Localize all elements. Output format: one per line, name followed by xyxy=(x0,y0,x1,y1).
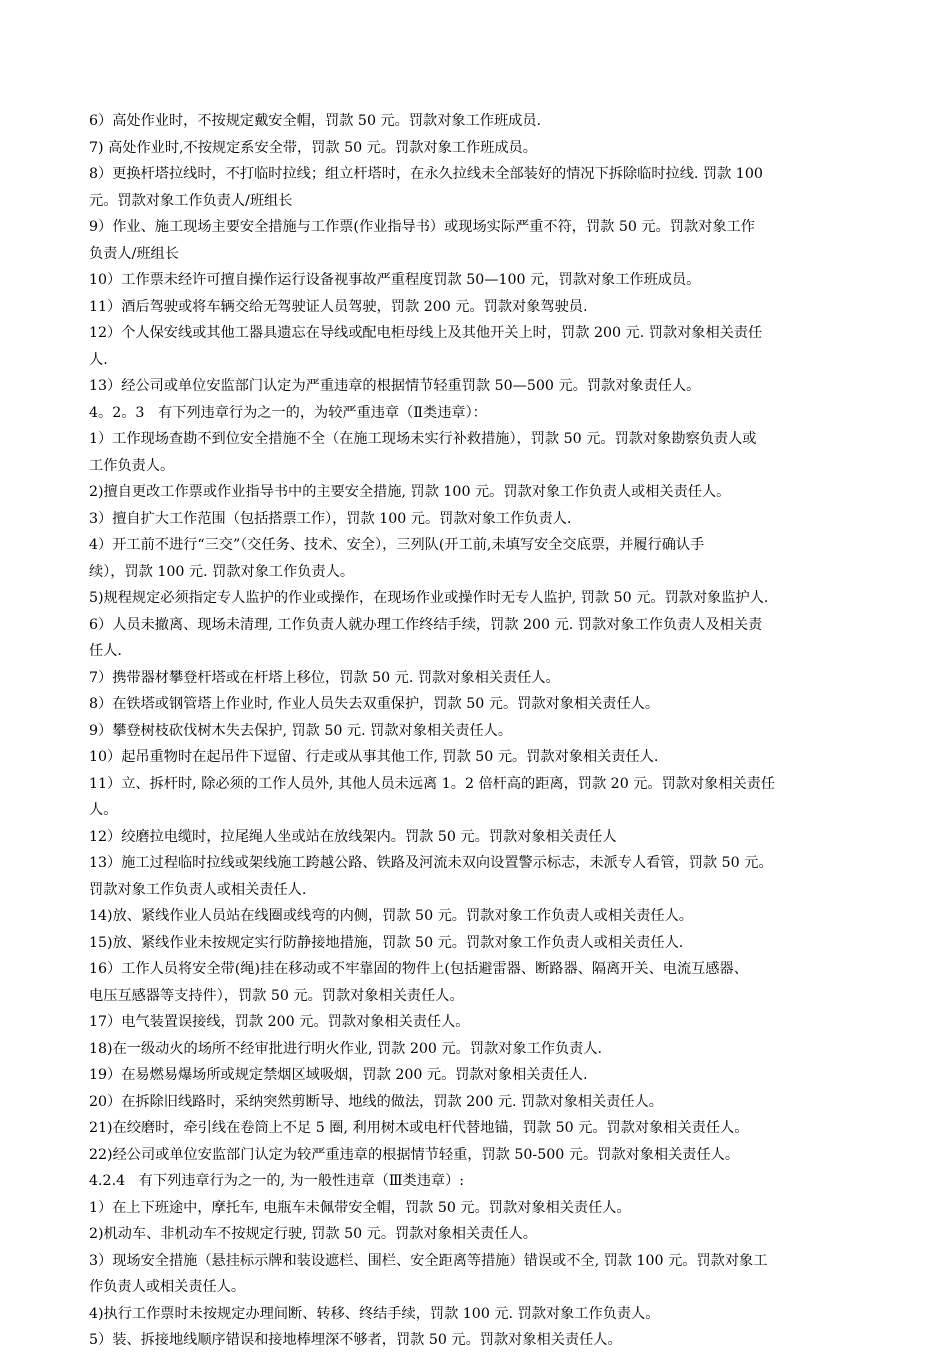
text-line: 19）在易燃易爆场所或规定禁烟区域吸烟，罚款 200 元。罚款对象相关责任人. xyxy=(89,1067,588,1083)
text-line: 16）工作人员将安全带(绳)挂在移动或不牢靠固的物件上(包括避雷器、断路器、隔离开关、电流互感器、 xyxy=(89,961,748,977)
text-line: 4。2。3 有下列违章行为之一的，为较严重违章（Ⅱ类违章）： xyxy=(89,404,487,421)
text-line: 罚款对象工作负责人或相关责任人. xyxy=(89,881,307,898)
text-line: 4）开工前不进行“三交”（交任务、技术、安全），三列队(开工前,未填写安全交底票，并履行确认手 xyxy=(89,537,705,553)
text-line: 5)规程规定必须指定专人监护的作业或操作，在现场作业或操作时无专人监护, 罚款 50 元。罚款对象监护人. xyxy=(89,590,769,606)
text-line: 1）在上下班途中，摩托车, 电瓶车未佩带安全帽，罚款 50 元。罚款对象相关责任人。 xyxy=(89,1199,631,1216)
text-line: 5）装、拆接地线顺序错误和接地棒埋深不够者，罚款 50 元。罚款对象相关责任人。 xyxy=(89,1332,622,1348)
text-line: 12）绞磨拉电缆时，拉尾绳人坐或站在放线架内。罚款 50 元。罚款对象相关责任人 xyxy=(89,828,617,845)
text-line: 21)在绞磨时，牵引线在卷筒上不足 5 圈, 利用树木或电杆代替地锚，罚款 50 元。罚款对象相关责任人。 xyxy=(89,1120,749,1136)
text-line: 12）个人保安线或其他工器具遗忘在导线或配电柜母线上及其他开关上时，罚款 200 元. 罚款对象相关责任 xyxy=(89,325,763,341)
text-line: 工作负责人。 xyxy=(89,457,175,474)
text-line: 8）更换杆塔拉线时，不打临时拉线；组立杆塔时，在永久拉线未全部装好的情况下拆除临时拉线. 罚款 100 xyxy=(89,166,763,182)
text-line: 14)放、紧线作业人员站在线圈或线弯的内侧，罚款 50 元。罚款对象工作负责人或相关责任人。 xyxy=(89,908,693,924)
text-line: 人. xyxy=(89,351,108,368)
document-body xyxy=(89,108,889,1354)
text-line: 人。 xyxy=(89,802,118,818)
text-line: 元。罚款对象工作负责人/班组长 xyxy=(89,192,293,209)
text-line: 15)放、紧线作业未按规定实行防静接地措施，罚款 50 元。罚款对象工作负责人或相关责任人. xyxy=(89,934,684,951)
text-line: 9）作业、施工现场主要安全措施与工作票(作业指导书）或现场实际严重不符，罚款 50 元。罚款对象工作 xyxy=(89,219,755,235)
text-line: 电压互感器等支持件），罚款 50 元。罚款对象相关责任人。 xyxy=(89,987,464,1004)
text-line: 3）擅自扩大工作范围（包括搭票工作），罚款 100 元。罚款对象工作负责人. xyxy=(89,510,572,527)
text-line: 7）携带器材攀登杆塔或在杆塔上移位，罚款 50 元. 罚款对象相关责任人。 xyxy=(89,669,560,686)
text-line: 18)在一级动火的场所不经审批进行明火作业, 罚款 200 元。罚款对象工作负责人. xyxy=(89,1040,603,1057)
text-line: 22)经公司或单位安监部门认定为较严重违章的根据情节轻重，罚款 50-500 元。罚款对象相关责任人。 xyxy=(89,1146,740,1163)
text-line: 2)擅自更改工作票或作业指导书中的主要安全措施, 罚款 100 元。罚款对象工作负责人或相关责任人。 xyxy=(89,484,731,500)
text-line: 11）立、拆杆时, 除必须的工作人员外, 其他人员未远离 1。2 倍杆高的距离，罚款 20 元。罚款对象相关责任 xyxy=(89,775,776,792)
text-line: 9）攀登树枝砍伐树木失去保护, 罚款 50 元. 罚款对象相关责任人。 xyxy=(89,722,513,739)
text-line: 3）现场安全措施（悬挂标示牌和装设遮栏、围栏、安全距离等措施）错误或不全, 罚款 100 元。罚款对象工 xyxy=(89,1252,768,1269)
text-line: 6）人员未撤离、现场未清理, 工作负责人就办理工作终结手续，罚款 200 元. 罚款对象工作负责人及相关责 xyxy=(89,616,763,633)
text-line: 20）在拆除旧线路时，采纳突然剪断导、地线的做法，罚款 200 元. 罚款对象相关责任人。 xyxy=(89,1093,663,1110)
text-line: 10）工作票未经许可擅自操作运行设备视事故严重程度罚款 50—100 元，罚款对象工作班成员。 xyxy=(89,272,701,288)
text-line: 作负责人或相关责任人。 xyxy=(89,1279,246,1295)
text-line: 负责人/班组长 xyxy=(89,245,179,262)
text-line: 13）施工过程临时拉线或架线施工跨越公路、铁路及河流未双向设置警示标志，未派专人看管，罚款 50 元。 xyxy=(89,855,773,871)
text-line: 任人. xyxy=(89,643,122,659)
text-line: 2)机动车、非机动车不按规定行驶, 罚款 50 元。罚款对象相关责任人。 xyxy=(89,1226,537,1242)
text-line: 6）高处作业时，不按规定戴安全帽，罚款 50 元。罚款对象工作班成员. xyxy=(89,113,542,129)
text-line: 4.2.4 有下列违章行为之一的, 为一般性违章（Ⅲ类违章）: xyxy=(89,1173,465,1189)
text-line: 1）工作现场查勘不到位安全措施不全（在施工现场未实行补救措施），罚款 50 元。罚款对象勘察负责人或 xyxy=(89,431,757,447)
text-line: 8）在铁塔或钢管塔上作业时, 作业人员失去双重保护，罚款 50 元。罚款对象相关责任人。 xyxy=(89,696,660,712)
text-line: 17）电气装置误接线，罚款 200 元。罚款对象相关责任人。 xyxy=(89,1014,470,1030)
text-line: 7) 高处作业时,不按规定系安全带，罚款 50 元。罚款对象工作班成员。 xyxy=(89,139,537,156)
text-line: 续），罚款 100 元. 罚款对象工作负责人。 xyxy=(89,563,355,580)
text-line: 13）经公司或单位安监部门认定为严重违章的根据情节轻重罚款 50—500 元。罚款对象责任人。 xyxy=(89,378,701,394)
text-line: 4)执行工作票时未按规定办理间断、转移、终结手续，罚款 100 元. 罚款对象工作负责人。 xyxy=(89,1305,660,1322)
text-line: 10）起吊重物时在起吊件下逗留、行走或从事其他工作, 罚款 50 元。罚款对象相关责任人. xyxy=(89,749,659,765)
text-line: 11）酒后驾驶或将车辆交给无驾驶证人员驾驶，罚款 200 元。罚款对象驾驶员. xyxy=(89,298,588,315)
